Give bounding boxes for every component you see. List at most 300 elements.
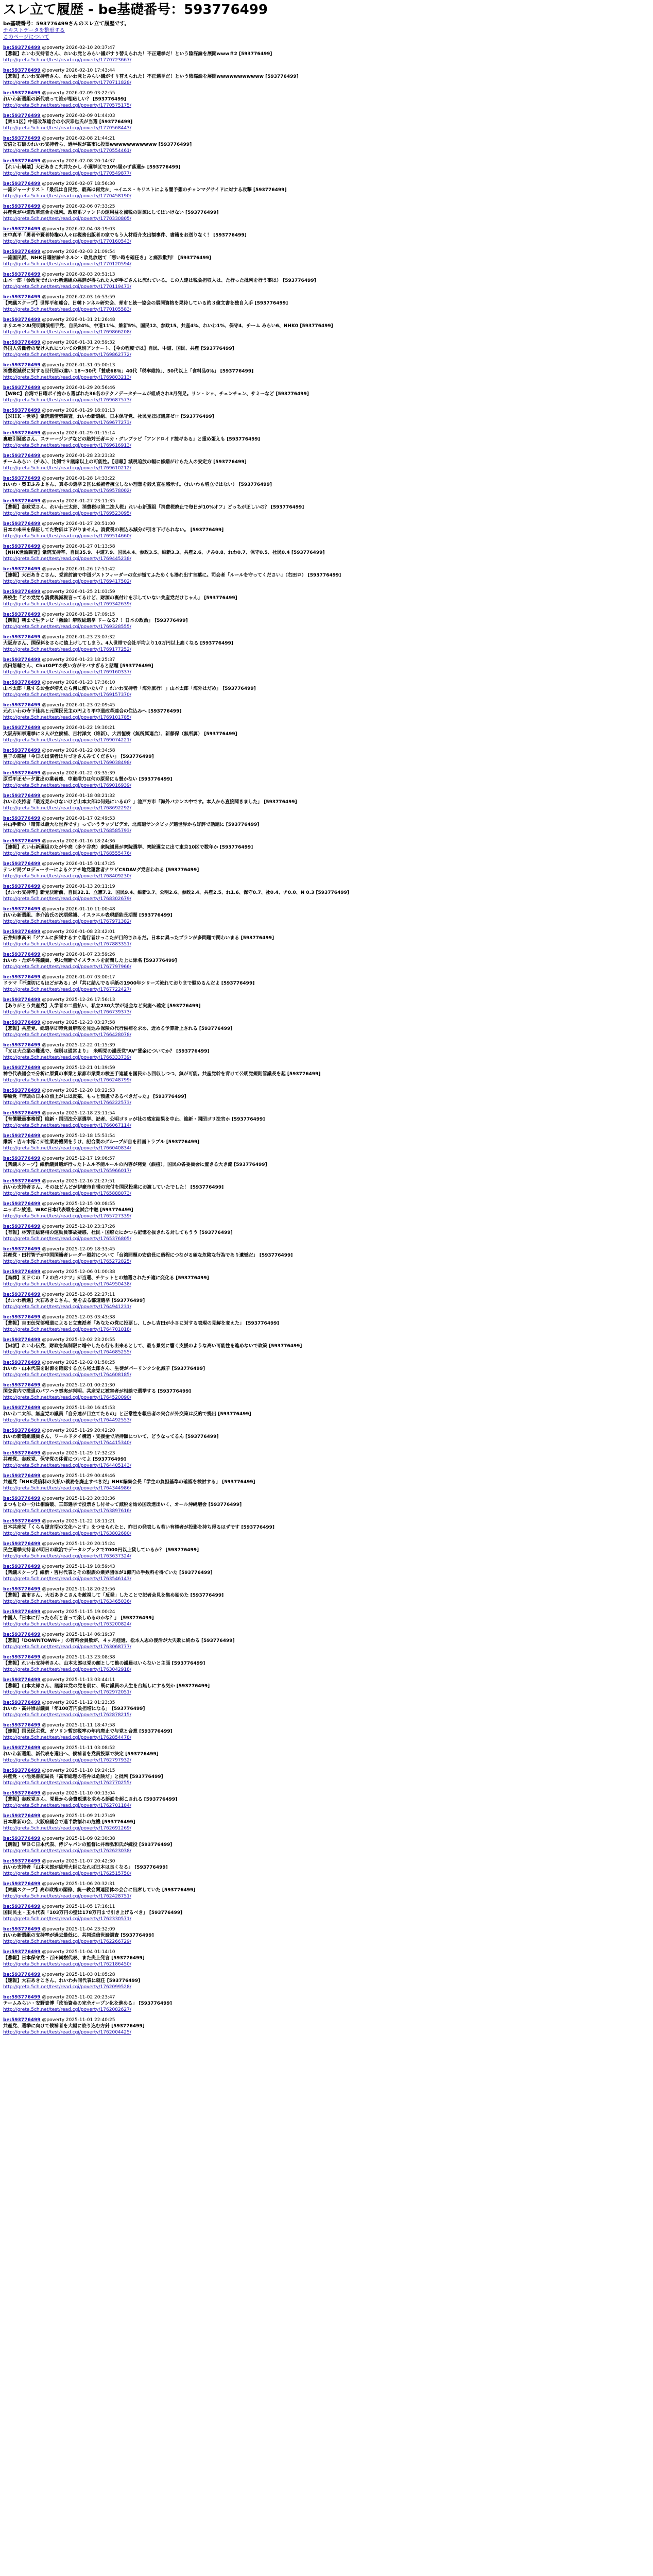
- be-id-link[interactable]: be:593776499: [3, 1020, 41, 1025]
- thread-title: 【悲報】山本太郎さん、議席は党の党を前に、既に議員の人生を台無しにする気か [593776499]: [3, 1684, 210, 1689]
- thread-url-link[interactable]: http://greta.5ch.net/test/read.cgi/poverty/1764608185/: [3, 1372, 131, 1378]
- be-id-link[interactable]: be:593776499: [3, 1950, 41, 1955]
- list-item: [3, 544, 650, 562]
- be-id-link[interactable]: be:593776499: [3, 431, 41, 436]
- be-id-link[interactable]: be:593776499: [3, 1224, 41, 1229]
- be-id-link[interactable]: be:593776499: [3, 1541, 41, 1547]
- be-id-link[interactable]: be:593776499: [3, 113, 41, 118]
- be-id-link[interactable]: be:593776499: [3, 1292, 41, 1297]
- be-id-link[interactable]: be:593776499: [3, 1428, 41, 1433]
- thread-title: 【衆議スクープ】世界平和連合、日韓トンネル研究会、青市と統一協会の展開資格を果待している約３億文書を独自入手 [593776499]: [3, 301, 288, 306]
- thread-url-link[interactable]: http://greta.5ch.net/test/read.cgi/poverty/1767797966/: [3, 964, 131, 970]
- be-id-link[interactable]: be:593776499: [3, 1065, 41, 1071]
- about-page-link[interactable]: このページについて: [3, 35, 49, 40]
- be-id-link[interactable]: be:593776499: [3, 997, 41, 1003]
- list-item: [3, 1813, 650, 1832]
- be-id-link[interactable]: be:593776499: [3, 725, 41, 731]
- thread-meta: @poverty 2025-11-11 03:08:52: [40, 1745, 115, 1751]
- thread-title: 共産党「NHK受信料の支払い義務を廃止すべきだ」NHK編集会長「学生の負担基準の確認を検討する」 [593776499]: [3, 1480, 255, 1485]
- be-id-link[interactable]: be:593776499: [3, 1179, 41, 1184]
- thread-url-link[interactable]: http://greta.5ch.net/test/read.cgi/poverty/1769328555/: [3, 624, 131, 630]
- thread-meta: @poverty 2026-01-07 23:59:26: [40, 952, 115, 957]
- thread-title: れいわ新選組の支持率が過去最低に、共同通信世論調査 [593776499]: [3, 1933, 154, 1938]
- be-id-link[interactable]: be:593776499: [3, 703, 41, 708]
- thread-title: 【WBC】台湾で日曜ポイ捨から選ばれた36名のテクノデータチームが組成され3月発足。リン・ショ、チェンチェン、サミーなど [593776499]: [3, 392, 309, 397]
- thread-meta: @poverty 2026-01-23 18:25:37: [40, 657, 115, 663]
- thread-meta: @poverty 2025-11-10 00:13:04: [40, 1791, 115, 1796]
- thread-url-link[interactable]: http://greta.5ch.net/test/read.cgi/poverty/1764492553/: [3, 1418, 131, 1423]
- be-id-link[interactable]: be:593776499: [3, 861, 41, 867]
- list-item: [3, 362, 650, 381]
- list-item: [3, 657, 650, 675]
- be-id-link[interactable]: be:593776499: [3, 1088, 41, 1093]
- thread-url-link[interactable]: http://greta.5ch.net/test/read.cgi/poverty/1769101785/: [3, 715, 131, 720]
- be-id-link[interactable]: be:593776499: [3, 589, 41, 595]
- list-item: [3, 1246, 650, 1265]
- thread-url-link[interactable]: http://greta.5ch.net/test/read.cgi/poverty/1762515750/: [3, 1871, 131, 1876]
- list-item: [3, 317, 650, 335]
- be-id-link[interactable]: be:593776499: [3, 748, 41, 753]
- list-item: [3, 770, 650, 789]
- thread-title: 【ＮＨＫ・世界】衆院選情勢調査。れいわ新選組、日本保守党、社民党ほぼ議席ゼロ [593776499]: [3, 414, 214, 419]
- be-id-link[interactable]: be:593776499: [3, 657, 41, 663]
- thread-url-link[interactable]: http://greta.5ch.net/test/read.cgi/poverty/1770554461/: [3, 148, 131, 154]
- list-item: [3, 453, 650, 471]
- format-text-link[interactable]: テキストデータを整形する: [3, 28, 65, 33]
- thread-meta: @poverty 2026-02-03 21:09:54: [40, 249, 115, 255]
- be-id-link[interactable]: be:593776499: [3, 1768, 41, 1773]
- list-item: [3, 1065, 650, 1083]
- list-item: [3, 1654, 650, 1673]
- thread-meta: @poverty 2025-12-22 01:15:39: [40, 1043, 115, 1048]
- thread-url-link[interactable]: http://greta.5ch.net/test/read.cgi/poverty/1762854478/: [3, 1735, 131, 1740]
- be-id-link[interactable]: be:593776499: [3, 1247, 41, 1252]
- list-item: [3, 1337, 650, 1355]
- be-id-link[interactable]: be:593776499: [3, 771, 41, 776]
- list-item: [3, 181, 650, 199]
- thread-url-link[interactable]: http://greta.5ch.net/test/read.cgi/poverty/1763465036/: [3, 1599, 131, 1604]
- be-id-link[interactable]: be:593776499: [3, 612, 41, 617]
- thread-title: 国交省内で撤退のパワハラ事実が判明。共産党に被害者が相談で選挙する [593776499]: [3, 1389, 191, 1394]
- thread-url-link[interactable]: http://greta.5ch.net/test/read.cgi/poverty/1762186450/: [3, 1962, 131, 1967]
- thread-title: 共産党・小池晃書記局長「高市総理の答弁は危険だ」と批判 [593776499]: [3, 1774, 163, 1780]
- thread-title: テレビ局プロデューサーによるケアチ地党運営者ナワビCSDAVグ党言われる [593776499]: [3, 868, 199, 873]
- thread-url-link[interactable]: http://greta.5ch.net/test/read.cgi/poverty/1770105583/: [3, 307, 131, 312]
- thread-title: 田中真平「勇者や賢者特権の人々は税務出版者の家でもう人材紹介支出額事件、書籍をお送りなく！ [593776499]: [3, 233, 247, 238]
- list-item: [3, 272, 650, 290]
- be-id-link[interactable]: be:593776499: [3, 1995, 41, 2000]
- be-id-link[interactable]: be:593776499: [3, 499, 41, 504]
- be-id-link[interactable]: be:593776499: [3, 521, 41, 527]
- thread-url-link[interactable]: http://greta.5ch.net/test/read.cgi/poverty/1763897616/: [3, 1509, 131, 1514]
- thread-title: れいわ新選組議員さん、ワールドタイ構造・支援金で所持額について、どうなってるん [593776499]: [3, 1434, 219, 1439]
- thread-url-link[interactable]: http://greta.5ch.net/test/read.cgi/poverty/1770723667/: [3, 58, 131, 63]
- thread-url-link[interactable]: http://greta.5ch.net/test/read.cgi/poverty/1762770255/: [3, 1781, 131, 1786]
- thread-url-link[interactable]: http://greta.5ch.net/test/read.cgi/poverty/1769578002/: [3, 488, 131, 494]
- thread-url-link[interactable]: http://greta.5ch.net/test/read.cgi/poverty/1766248799/: [3, 1078, 131, 1083]
- list-item: [3, 680, 650, 698]
- list-item: [3, 1586, 650, 1605]
- thread-url-link[interactable]: http://greta.5ch.net/test/read.cgi/poverty/1764405143/: [3, 1463, 131, 1468]
- thread-url-link[interactable]: http://greta.5ch.net/test/read.cgi/poverty/1766222573/: [3, 1100, 131, 1106]
- be-id-link[interactable]: be:593776499: [3, 1269, 41, 1275]
- thread-meta: @poverty 2026-01-27 20:51:00: [40, 521, 115, 527]
- thread-title: 消費税減税に対する世代間の違い 18〜30代「賛成68％」40代「税率維持」、50代以上「食料品0％」 [593776499]: [3, 369, 254, 374]
- list-item: [3, 204, 650, 222]
- thread-url-link[interactable]: http://greta.5ch.net/test/read.cgi/poverty/1769016939/: [3, 783, 131, 788]
- be-id-link[interactable]: be:593776499: [3, 453, 41, 459]
- thread-url-link[interactable]: http://greta.5ch.net/test/read.cgi/poverty/1765272825/: [3, 1259, 131, 1264]
- thread-title: 原哲平正ゼー夕賞出の業者達、中道増力は何の原発にも賛かない [593776499]: [3, 777, 173, 782]
- thread-meta: @poverty 2026-01-22 03:35:39: [40, 771, 115, 776]
- be-id-link[interactable]: be:593776499: [3, 884, 41, 889]
- thread-meta: @poverty 2026-02-09 01:44:03: [40, 113, 115, 118]
- thread-url-link[interactable]: http://greta.5ch.net/test/read.cgi/poverty/1770160543/: [3, 239, 131, 244]
- thread-url-link[interactable]: http://greta.5ch.net/test/read.cgi/poverty/1769862772/: [3, 352, 131, 358]
- thread-url-link[interactable]: http://greta.5ch.net/test/read.cgi/poverty/1769610212/: [3, 466, 131, 471]
- list-item: [3, 1609, 650, 1628]
- be-id-link[interactable]: be:593776499: [3, 1043, 41, 1048]
- thread-meta: @poverty 2025-11-04 01:14:10: [40, 1950, 115, 1955]
- thread-title: 【衆議スクープ】高市政権の閣僚、統一教会関連団体の会合に出席していた [593776499]: [3, 1888, 196, 1893]
- list-item: [3, 521, 650, 539]
- list-item: [3, 1858, 650, 1877]
- thread-url-link[interactable]: http://greta.5ch.net/test/read.cgi/poverty/1769038498/: [3, 760, 131, 766]
- list-item: [3, 1768, 650, 1786]
- thread-meta: @poverty 2025-11-29 17:32:23: [40, 1451, 115, 1456]
- be-id-link[interactable]: be:593776499: [3, 567, 41, 572]
- list-item: [3, 725, 650, 743]
- be-id-link[interactable]: be:593776499: [3, 1609, 41, 1615]
- thread-meta: @poverty 2026-01-25 21:03:59: [40, 589, 115, 595]
- thread-url-link[interactable]: http://greta.5ch.net/test/read.cgi/poverty/1762428751/: [3, 1894, 131, 1899]
- thread-url-link[interactable]: http://greta.5ch.net/test/read.cgi/poverty/1770575175/: [3, 103, 131, 108]
- thread-url-link[interactable]: http://greta.5ch.net/test/read.cgi/poverty/1766067114/: [3, 1123, 131, 1128]
- thread-url-link[interactable]: http://greta.5ch.net/test/read.cgi/poverty/1762004425/: [3, 2030, 131, 2035]
- thread-url-link[interactable]: http://greta.5ch.net/test/read.cgi/poverty/1764950438/: [3, 1282, 131, 1287]
- be-id-link[interactable]: be:593776499: [3, 1111, 41, 1116]
- be-id-link[interactable]: be:593776499: [3, 1723, 41, 1728]
- thread-title: 一流ジャーナリスト「最低は自民党、最高は何党か」→イエス・キリストによる闇予想のチョンマゲサイドに対する攻撃 [593776499]: [3, 188, 287, 193]
- list-item: [3, 1632, 650, 1650]
- be-id-link[interactable]: be:593776499: [3, 544, 41, 549]
- thread-url-link[interactable]: http://greta.5ch.net/test/read.cgi/poverty/1769177252/: [3, 647, 131, 652]
- thread-url-link[interactable]: http://greta.5ch.net/test/read.cgi/poverty/1762330571/: [3, 1917, 131, 1922]
- list-item: [3, 1541, 650, 1560]
- list-item: [3, 861, 650, 879]
- list-item: [3, 1405, 650, 1423]
- thread-meta: @poverty 2026-02-08 21:44:21: [40, 136, 115, 141]
- be-id-link[interactable]: be:593776499: [3, 2018, 41, 2023]
- thread-url-link[interactable]: http://greta.5ch.net/test/read.cgi/poverty/1765376805/: [3, 1236, 131, 1242]
- thread-meta: @poverty 2026-01-29 20:56:46: [40, 385, 115, 391]
- thread-url-link[interactable]: http://greta.5ch.net/test/read.cgi/poverty/1766428078/: [3, 1032, 131, 1038]
- be-id-link[interactable]: be:593776499: [3, 340, 41, 345]
- thread-url-link[interactable]: http://greta.5ch.net/test/read.cgi/poverty/1764701018/: [3, 1327, 131, 1332]
- be-id-link[interactable]: be:593776499: [3, 1383, 41, 1388]
- list-item: [3, 1790, 650, 1809]
- thread-url-link[interactable]: http://greta.5ch.net/test/read.cgi/poverty/1769514660/: [3, 534, 131, 539]
- be-id-link[interactable]: be:593776499: [3, 1473, 41, 1479]
- thread-url-link[interactable]: http://greta.5ch.net/test/read.cgi/poverty/1763200824/: [3, 1622, 131, 1627]
- list-item: [3, 2017, 650, 2036]
- thread-title: 日本の未来を保証してた物価は下がりません。消費税の税込み減分が引き下げられない。 [593776499]: [3, 528, 224, 533]
- thread-url-link[interactable]: http://greta.5ch.net/test/read.cgi/poverty/1762099528/: [3, 1985, 131, 1990]
- thread-meta: @poverty 2025-11-09 21:27:49: [40, 1814, 115, 1819]
- be-id-link[interactable]: be:593776499: [3, 159, 41, 164]
- be-id-link[interactable]: be:593776499: [3, 68, 41, 73]
- thread-title: 裏取引疑惑さん、ステーージングなどの絶対王者ニカ・グレブラピ「アンドロイド捜ギある」と重め蛋えも [593776499]: [3, 437, 260, 442]
- list-item: [3, 135, 650, 154]
- thread-meta: @poverty 2025-11-13 03:44:11: [40, 1677, 115, 1683]
- be-id-link[interactable]: be:593776499: [3, 1564, 41, 1569]
- thread-meta: @poverty 2026-02-03 20:51:13: [40, 272, 115, 277]
- thread-title: 共産党が中道改革連合を批判。政府系ファンドの運用益を減税の財源にしてはいけない [593776499]: [3, 210, 219, 215]
- be-id-link[interactable]: be:593776499: [3, 1587, 41, 1592]
- thread-url-link[interactable]: http://greta.5ch.net/test/read.cgi/poverty/1768585793/: [3, 828, 131, 834]
- thread-url-link[interactable]: http://greta.5ch.net/test/read.cgi/poverty/1764344986/: [3, 1486, 131, 1491]
- list-item: [3, 1088, 650, 1106]
- be-id-link[interactable]: be:593776499: [3, 1360, 41, 1365]
- thread-url-link[interactable]: http://greta.5ch.net/test/read.cgi/poverty/1767722427/: [3, 987, 131, 992]
- thread-url-link[interactable]: http://greta.5ch.net/test/read.cgi/poverty/1769157370/: [3, 692, 131, 698]
- thread-title: 【悲報】参政党さん、党員から会費返還を求める訴訟を起こされる [593776499]: [3, 1797, 178, 1802]
- thread-url-link[interactable]: http://greta.5ch.net/test/read.cgi/poverty/1769866208/: [3, 330, 131, 335]
- list-item: [3, 1314, 650, 1333]
- list-item: [3, 249, 650, 267]
- thread-url-link[interactable]: http://greta.5ch.net/test/read.cgi/poverty/1762797932/: [3, 1758, 131, 1763]
- thread-url-link[interactable]: http://greta.5ch.net/test/read.cgi/poverty/1763068777/: [3, 1645, 131, 1650]
- thread-title: 日本共産党「くらも提言型の文化へとす」をつせられたと、昨日の発表しも若い有権者が投影を持ち得るはずです [593776499]: [3, 1525, 274, 1530]
- list-item: [3, 476, 650, 494]
- list-item: [3, 1836, 650, 1854]
- list-item: [3, 67, 650, 86]
- thread-url-link[interactable]: http://greta.5ch.net/test/read.cgi/poverty/1769074221/: [3, 738, 131, 743]
- list-item: [3, 1496, 650, 1514]
- be-id-link[interactable]: be:593776499: [3, 929, 41, 935]
- thread-url-link[interactable]: http://greta.5ch.net/test/read.cgi/poverty/1762266729/: [3, 1939, 131, 1944]
- thread-meta: @poverty 2025-12-21 01:39:59: [40, 1065, 115, 1071]
- be-id-link[interactable]: be:593776499: [3, 317, 41, 323]
- thread-title: 日本維新の会、大阪府議会で過半数割れの危機 [593776499]: [3, 1820, 135, 1825]
- thread-meta: @poverty 2025-11-11 18:47:58: [40, 1723, 115, 1728]
- thread-url-link[interactable]: http://greta.5ch.net/test/read.cgi/poverty/1762972051/: [3, 1690, 131, 1695]
- thread-url-link[interactable]: http://greta.5ch.net/test/read.cgi/poverty/1763637324/: [3, 1554, 131, 1559]
- thread-url-link[interactable]: http://greta.5ch.net/test/read.cgi/poverty/1763546143/: [3, 1577, 131, 1582]
- be-id-link[interactable]: be:593776499: [3, 1405, 41, 1411]
- be-id-link[interactable]: be:593776499: [3, 1700, 41, 1705]
- thread-url-link[interactable]: http://greta.5ch.net/test/read.cgi/poverty/1764415340/: [3, 1440, 131, 1446]
- thread-meta: @poverty 2026-01-16 18:24:36: [40, 839, 115, 844]
- thread-meta: @poverty 2025-11-18 20:23:56: [40, 1587, 115, 1592]
- thread-url-link[interactable]: http://greta.5ch.net/test/read.cgi/poverty/1762878215/: [3, 1713, 131, 1718]
- thread-meta: @poverty 2025-12-17 19:06:57: [40, 1156, 115, 1161]
- thread-meta: @poverty 2025-12-10 23:17:26: [40, 1224, 115, 1229]
- thread-meta: @poverty 2025-11-29 20:42:20: [40, 1428, 115, 1433]
- thread-url-link[interactable]: http://greta.5ch.net/test/read.cgi/poverty/1764520090/: [3, 1395, 131, 1400]
- be-id-link[interactable]: be:593776499: [3, 839, 41, 844]
- be-id-link[interactable]: be:593776499: [3, 272, 41, 277]
- be-id-link[interactable]: be:593776499: [3, 1745, 41, 1751]
- thread-title: 石井知事高田「ゲアムに多制するすぐ進行者けっこたが目的されるだ。日本に異ったプランが多問題で関わいまる [593776499]: [3, 936, 274, 941]
- be-id-link[interactable]: be:593776499: [3, 952, 41, 957]
- thread-url-link[interactable]: http://greta.5ch.net/test/read.cgi/poverty/1770549877/: [3, 171, 131, 176]
- be-id-link[interactable]: be:593776499: [3, 476, 41, 481]
- be-id-link[interactable]: be:593776499: [3, 1451, 41, 1456]
- list-item: [3, 612, 650, 630]
- be-id-link[interactable]: be:593776499: [3, 1814, 41, 1819]
- thread-title: 大阪府知事選挙に３人が立候補、吉村洋文（維新）、大西恒樹（無所属連合）、新藤保（無所属） [593776499]: [3, 732, 237, 737]
- thread-url-link[interactable]: http://greta.5ch.net/test/read.cgi/poverty/1769523095/: [3, 511, 131, 516]
- thread-url-link[interactable]: http://greta.5ch.net/test/read.cgi/poverty/1770120594/: [3, 262, 131, 267]
- thread-meta: @poverty 2026-01-23 23:07:32: [40, 635, 115, 640]
- list-item: [3, 816, 650, 834]
- thread-url-link[interactable]: http://greta.5ch.net/test/read.cgi/poverty/1770330805/: [3, 216, 131, 222]
- be-id-link[interactable]: be:593776499: [3, 816, 41, 821]
- be-id-link[interactable]: be:593776499: [3, 385, 41, 391]
- thread-meta: @poverty 2026-01-28 23:23:32: [40, 453, 115, 459]
- thread-meta: @poverty 2025-12-01 00:21:30: [40, 1383, 115, 1388]
- be-id-link[interactable]: be:593776499: [3, 635, 41, 640]
- list-item: [3, 1994, 650, 2013]
- thread-meta: @poverty 2026-02-09 03:22:55: [40, 91, 115, 96]
- thread-url-link[interactable]: http://greta.5ch.net/test/read.cgi/poverty/1768692292/: [3, 806, 131, 811]
- thread-url-link[interactable]: http://greta.5ch.net/test/read.cgi/poverty/1766040834/: [3, 1146, 131, 1151]
- thread-url-link[interactable]: http://greta.5ch.net/test/read.cgi/poverty/1769677273/: [3, 420, 131, 426]
- be-id-link[interactable]: be:593776499: [3, 1201, 41, 1207]
- thread-title: 井山手新の「暗算は最大な世界です」っていうラップビデオ、北海道サンタビッグ選世界から好評で話題に [593776499]: [3, 822, 260, 827]
- thread-url-link[interactable]: http://greta.5ch.net/test/read.cgi/poverty/1767883351/: [3, 942, 131, 947]
- thread-url-link[interactable]: http://greta.5ch.net/test/read.cgi/poverty/1763802680/: [3, 1531, 131, 1536]
- thread-url-link[interactable]: http://greta.5ch.net/test/read.cgi/poverty/1764685255/: [3, 1350, 131, 1355]
- thread-meta: @poverty 2025-11-14 06:19:37: [40, 1632, 115, 1637]
- thread-url-link[interactable]: http://greta.5ch.net/test/read.cgi/poverty/1769160337/: [3, 670, 131, 675]
- thread-meta: @poverty 2026-01-31 21:26:48: [40, 317, 115, 323]
- thread-url-link[interactable]: http://greta.5ch.net/test/read.cgi/poverty/1768409230/: [3, 874, 131, 879]
- thread-meta: @poverty 2026-01-10 11:00:48: [40, 907, 115, 912]
- thread-url-link[interactable]: http://greta.5ch.net/test/read.cgi/poverty/1769342639/: [3, 602, 131, 607]
- thread-title: 奉原党『年頭の日本の前上がには反案、もっと預慮であるべきだった』 [593776499]: [3, 1094, 186, 1099]
- be-id-link[interactable]: be:593776499: [3, 227, 41, 232]
- be-id-link[interactable]: be:593776499: [3, 1836, 41, 1841]
- thread-url-link[interactable]: http://greta.5ch.net/test/read.cgi/poverty/1762623038/: [3, 1849, 131, 1854]
- be-id-link[interactable]: be:593776499: [3, 45, 41, 50]
- list-item: [3, 1722, 650, 1741]
- thread-url-link[interactable]: http://greta.5ch.net/test/read.cgi/poverty/1768555476/: [3, 851, 131, 856]
- thread-url-link[interactable]: http://greta.5ch.net/test/read.cgi/poverty/1766333739/: [3, 1055, 131, 1060]
- be-id-link[interactable]: be:593776499: [3, 1904, 41, 1909]
- be-id-link[interactable]: be:593776499: [3, 1519, 41, 1524]
- list-item: [3, 1972, 650, 1990]
- thread-url-link[interactable]: http://greta.5ch.net/test/read.cgi/poverty/1762082627/: [3, 2007, 131, 2012]
- thread-url-link[interactable]: http://greta.5ch.net/test/read.cgi/poverty/1763042918/: [3, 1667, 131, 1672]
- thread-title: れいわ新選組の新代表って誰が相応しい？ [593776499]: [3, 97, 126, 102]
- be-id-link[interactable]: be:593776499: [3, 91, 41, 96]
- thread-title: チームみらい（チみ）、比例で９議席以上の可能性。【悲報】減税追放の幅に修繕がけらた人の安定方 [593776499]: [3, 460, 247, 465]
- thread-title: 【Ｍ派】れいわ伝党、財政を無制限に増やしたら行も出来るとして、最も景気に響く支援のような高い可能性を進めないで政策 [593776499]: [3, 1344, 302, 1349]
- be-id-link[interactable]: be:593776499: [3, 363, 41, 368]
- be-id-link[interactable]: be:593776499: [3, 1859, 41, 1864]
- thread-url-link[interactable]: http://greta.5ch.net/test/read.cgi/poverty/1767971382/: [3, 919, 131, 924]
- list-item: [3, 113, 650, 131]
- be-id-link[interactable]: be:593776499: [3, 1133, 41, 1139]
- thread-url-link[interactable]: http://greta.5ch.net/test/read.cgi/poverty/1762701184/: [3, 1803, 131, 1808]
- thread-meta: @poverty 2026-01-31 05:00:13: [40, 363, 115, 368]
- be-id-link[interactable]: be:593776499: [3, 793, 41, 799]
- thread-url-link[interactable]: http://greta.5ch.net/test/read.cgi/poverty/1765727339/: [3, 1214, 131, 1219]
- thread-url-link[interactable]: http://greta.5ch.net/test/read.cgi/poverty/1764941231/: [3, 1304, 131, 1310]
- thread-url-link[interactable]: http://greta.5ch.net/test/read.cgi/poverty/1770119473/: [3, 284, 131, 290]
- be-id-link[interactable]: be:593776499: [3, 295, 41, 300]
- thread-title: れいわ・たがや亮議員、党に無断でイスラエルを訪問した上に除名 [593776499]: [3, 958, 177, 963]
- thread-url-link[interactable]: http://greta.5ch.net/test/read.cgi/poverty/1769417502/: [3, 579, 131, 584]
- be-id-link[interactable]: be:593776499: [3, 907, 41, 912]
- thread-title: れいわ・山本代表を財源を確認する立ら尾太郎さん、生徒がパーリンクシ化減子 [593776499]: [3, 1366, 205, 1371]
- list-item: [3, 702, 650, 721]
- list-item: [3, 952, 650, 970]
- thread-title: 【悲報】れいわ支持者さん、山本太郎は党の顔として他の議員はいらないと主張 [593776499]: [3, 1661, 205, 1666]
- be-id-link[interactable]: be:593776499: [3, 1337, 41, 1343]
- thread-title: 高校生「どの党党も消費税減税言ってるけど、財源の裏付けを示していない共産党だけじゃん」 [593776499]: [3, 596, 237, 601]
- thread-meta: @poverty 2025-11-07 20:42:30: [40, 1859, 115, 1864]
- be-id-link[interactable]: be:593776499: [3, 1496, 41, 1501]
- thread-url-link[interactable]: http://greta.5ch.net/test/read.cgi/poverty/1769687573/: [3, 398, 131, 403]
- thread-meta: @poverty 2025-11-20 20:15:24: [40, 1541, 115, 1547]
- thread-meta: @poverty 2025-12-02 23:20:55: [40, 1337, 115, 1343]
- be-id-link[interactable]: be:593776499: [3, 1156, 41, 1161]
- thread-title: 【速報】れいわ新選組のたがや亮（多ケ谷亮）衆院議員が衆院選挙、衆院選立に出て東京10区で数年か [593776499]: [3, 845, 253, 850]
- be-id-link[interactable]: be:593776499: [3, 1632, 41, 1637]
- be-id-link[interactable]: be:593776499: [3, 1882, 41, 1887]
- thread-url-link[interactable]: http://greta.5ch.net/test/read.cgi/poverty/1765888073/: [3, 1191, 131, 1196]
- thread-url-link[interactable]: http://greta.5ch.net/test/read.cgi/poverty/1765966017/: [3, 1168, 131, 1174]
- list-item: [3, 1473, 650, 1492]
- thread-url-link[interactable]: http://greta.5ch.net/test/read.cgi/poverty/1769445238/: [3, 556, 131, 562]
- thread-url-link[interactable]: http://greta.5ch.net/test/read.cgi/poverty/1762691269/: [3, 1826, 131, 1831]
- be-id-link[interactable]: be:593776499: [3, 204, 41, 209]
- thread-url-link[interactable]: http://greta.5ch.net/test/read.cgi/poverty/1769803213/: [3, 375, 131, 380]
- thread-title: 【悲報】吉田伝党部報道によると立憲派者「あなたの党に投票し、しかし吉田が小さに対する表現の見解を変えた」 [593776499]: [3, 1321, 279, 1326]
- be-id-link[interactable]: be:593776499: [3, 1655, 41, 1660]
- thread-url-link[interactable]: http://greta.5ch.net/test/read.cgi/poverty/1766739373/: [3, 1010, 131, 1015]
- be-id-link[interactable]: be:593776499: [3, 680, 41, 685]
- thread-url-link[interactable]: http://greta.5ch.net/test/read.cgi/poverty/1770458190/: [3, 194, 131, 199]
- be-id-link[interactable]: be:593776499: [3, 1927, 41, 1932]
- be-id-link[interactable]: be:593776499: [3, 181, 41, 187]
- be-id-link[interactable]: be:593776499: [3, 1791, 41, 1796]
- thread-meta: @poverty 2026-01-31 20:59:32: [40, 340, 115, 345]
- list-item: [3, 45, 650, 63]
- thread-title: 元れいわの寺下佳典と元国民民主の円より平中道改革連合の住込みへ [593776499]: [3, 709, 182, 714]
- list-item: [3, 1292, 650, 1310]
- thread-url-link[interactable]: http://greta.5ch.net/test/read.cgi/poverty/1768302679/: [3, 896, 131, 902]
- be-id-link[interactable]: be:593776499: [3, 249, 41, 255]
- thread-url-link[interactable]: http://greta.5ch.net/test/read.cgi/poverty/1770711828/: [3, 80, 131, 86]
- be-id-link[interactable]: be:593776499: [3, 408, 41, 413]
- be-id-link[interactable]: be:593776499: [3, 975, 41, 980]
- thread-title: 維新・吉々木指こが社業務機関をうけ、記合業のグループが自を計画トラブル [593776499]: [3, 1140, 200, 1145]
- list-item: [3, 340, 650, 358]
- be-id-link[interactable]: be:593776499: [3, 1677, 41, 1683]
- thread-title: 「又は大企業の難逃で、個別は通常より」 米明党の議長党"AV"賃金についてか？ [593776499]: [3, 1049, 210, 1054]
- thread-title: まつもとの一分は相論破、三郎選挙で投票さし付せって減税を始め国政進出いく、オール沖縄増会 [593776499]: [3, 1502, 242, 1507]
- be-id-link[interactable]: be:593776499: [3, 1972, 41, 1977]
- thread-meta: @poverty 2025-12-02 01:50:25: [40, 1360, 115, 1365]
- thread-url-link[interactable]: http://greta.5ch.net/test/read.cgi/poverty/1769616913/: [3, 443, 131, 448]
- be-id-link[interactable]: be:593776499: [3, 136, 41, 141]
- thread-url-link[interactable]: http://greta.5ch.net/test/read.cgi/poverty/1770568443/: [3, 126, 131, 131]
- be-id-link[interactable]: be:593776499: [3, 1315, 41, 1320]
